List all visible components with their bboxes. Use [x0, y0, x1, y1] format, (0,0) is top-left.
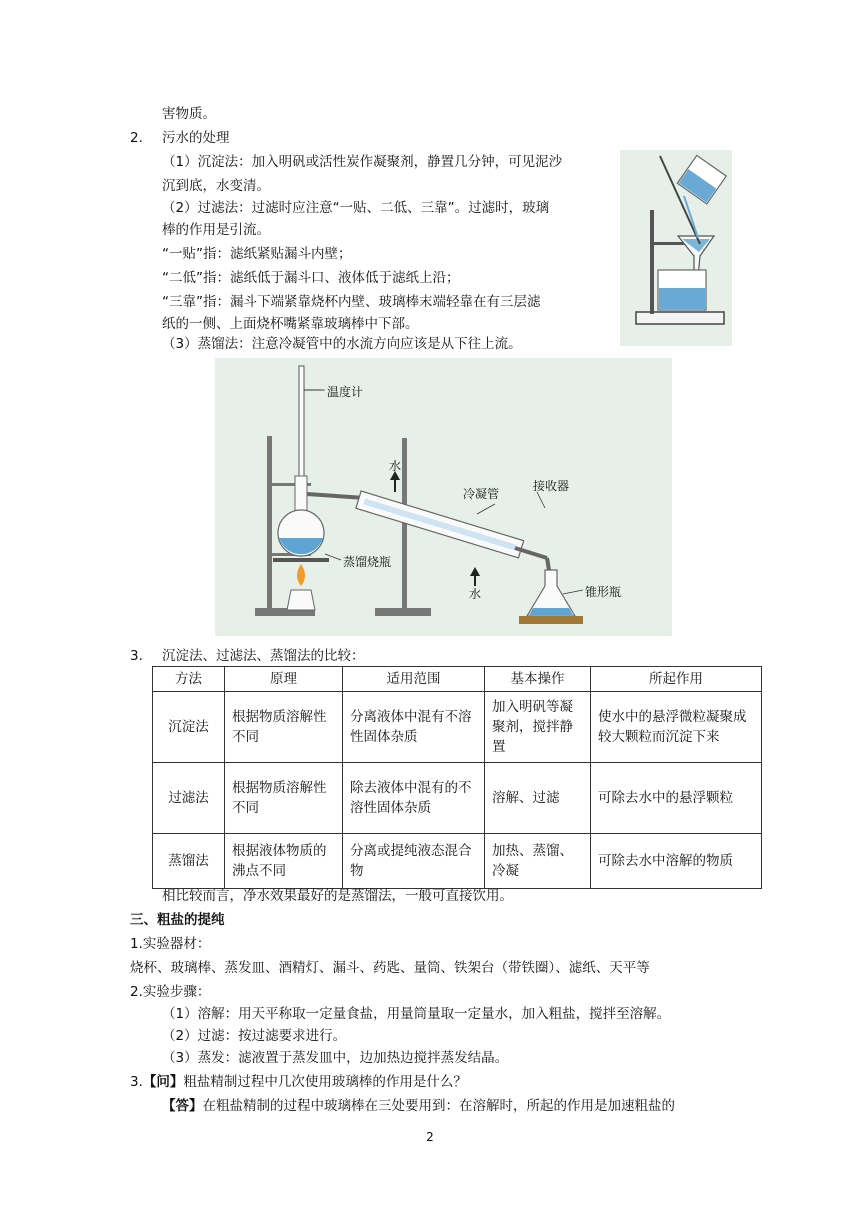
text-line: 沉到底，水变清。	[162, 178, 270, 194]
question-tag: 【问】	[142, 1074, 184, 1090]
scope-cell: 分离液体中混有不溶性固体杂质	[343, 692, 485, 763]
question-text: 粗盐精制过程中几次使用玻璃棒的作用是什么？	[183, 1074, 467, 1090]
method-cell: 沉淀法	[153, 692, 225, 763]
operation-cell: 溶解、过滤	[485, 763, 591, 834]
text-line: 棒的作用是引流。	[162, 222, 270, 238]
flask-label: 蒸馏烧瓶	[343, 555, 392, 569]
principle-cell: 根据液体物质的沸点不同	[225, 834, 343, 889]
effect-cell: 可除去水中溶解的物质	[591, 834, 762, 889]
operation-cell: 加入明矾等凝聚剂，搅拌静置	[485, 692, 591, 763]
header-cell: 基本操作	[485, 667, 591, 692]
text-line: （3）蒸馏法：注意冷凝管中的水流方向应该是从下往上流。	[162, 336, 522, 352]
principle-cell: 根据物质溶解性不同	[225, 692, 343, 763]
step-item: （3）蒸发：滤液置于蒸发皿中，边加热边搅拌蒸发结晶。	[162, 1050, 509, 1066]
equipment-title: 1.实验器材：	[130, 936, 211, 952]
part-heading: 三、粗盐的提纯	[130, 912, 225, 928]
table-header-row	[153, 667, 762, 692]
effect-cell: 可除去水中的悬浮颗粒	[591, 763, 762, 834]
scope-cell: 分离或提纯液态混合物	[343, 834, 485, 889]
text-line: （1）沉淀法：加入明矾或活性炭作凝聚剂，静置几分钟，可见泥沙	[162, 154, 563, 170]
method-cell: 过滤法	[153, 763, 225, 834]
section-title: 污水的处理	[162, 130, 230, 146]
text-line: 纸的一侧、上面烧杯嘴紧靠玻璃棒中下部。	[162, 316, 419, 332]
equipment-list: 烧杯、玻璃棒、蒸发皿、酒精灯、漏斗、药匙、量筒、铁架台（带铁圈）、滤纸、天平等	[130, 960, 650, 976]
operation-cell: 加热、蒸馏、冷凝	[485, 834, 591, 889]
step-item: （1）溶解：用天平称取一定量食盐，用量筒量取一定量水，加入粗盐，搅拌至溶解。	[162, 1006, 671, 1022]
text-line: （2）过滤法：过滤时应注意“一贴、二低、三靠”。过滤时，玻璃	[162, 200, 550, 216]
table-row	[153, 834, 762, 889]
text-line: “三靠”指：漏斗下端紧靠烧杯内壁、玻璃棒末端轻靠在有三层滤	[162, 294, 541, 310]
question-line	[130, 1072, 467, 1092]
effect-cell: 使水中的悬浮微粒凝聚成较大颗粒而沉淀下来	[591, 692, 762, 763]
header-cell: 方法	[153, 667, 225, 692]
page-number: 2	[426, 1130, 434, 1144]
water-in-label: 水	[469, 587, 482, 601]
header-cell: 原理	[225, 667, 343, 692]
principle-cell: 根据物质溶解性不同	[225, 763, 343, 834]
answer-line	[162, 1096, 675, 1116]
steps-title: 2.实验步骤：	[130, 984, 211, 1000]
answer-text: 在粗盐精制的过程中玻璃棒在三处要用到：在溶解时，所起的作用是加速粗盐的	[202, 1098, 675, 1114]
receiver-label: 接收器	[533, 479, 570, 493]
water-out-label: 水	[389, 459, 402, 473]
table-row	[153, 763, 762, 834]
summary-text: 相比较而言，净水效果最好的是蒸馏法，一般可直接饮用。	[162, 888, 513, 904]
question-number: 3.	[130, 1074, 143, 1090]
list-number: 3.	[130, 648, 143, 664]
conical-flask-label: 锥形瓶	[585, 585, 622, 599]
step-item: （2）过滤：按过滤要求进行。	[162, 1028, 347, 1044]
answer-tag: 【答】	[162, 1098, 203, 1114]
scope-cell: 除去液体中混有的不溶性固体杂质	[343, 763, 485, 834]
filtration-illustration	[620, 150, 732, 346]
text-line: “一贴”指：滤纸紧贴漏斗内壁；	[162, 246, 352, 262]
header-cell: 所起作用	[591, 667, 762, 692]
comparison-table	[152, 666, 762, 889]
thermometer-label: 温度计	[327, 385, 364, 399]
distillation-illustration	[215, 358, 672, 636]
text-line: “二低”指：滤纸低于漏斗口、液体低于滤纸上沿；	[162, 270, 460, 286]
table-row	[153, 692, 762, 763]
list-number: 2.	[130, 130, 143, 146]
header-cell: 适用范围	[343, 667, 485, 692]
text-line: 害物质。	[162, 106, 216, 122]
condenser-label: 冷凝管	[463, 487, 500, 501]
section-title: 沉淀法、过滤法、蒸馏法的比较：	[162, 648, 365, 664]
method-cell: 蒸馏法	[153, 834, 225, 889]
